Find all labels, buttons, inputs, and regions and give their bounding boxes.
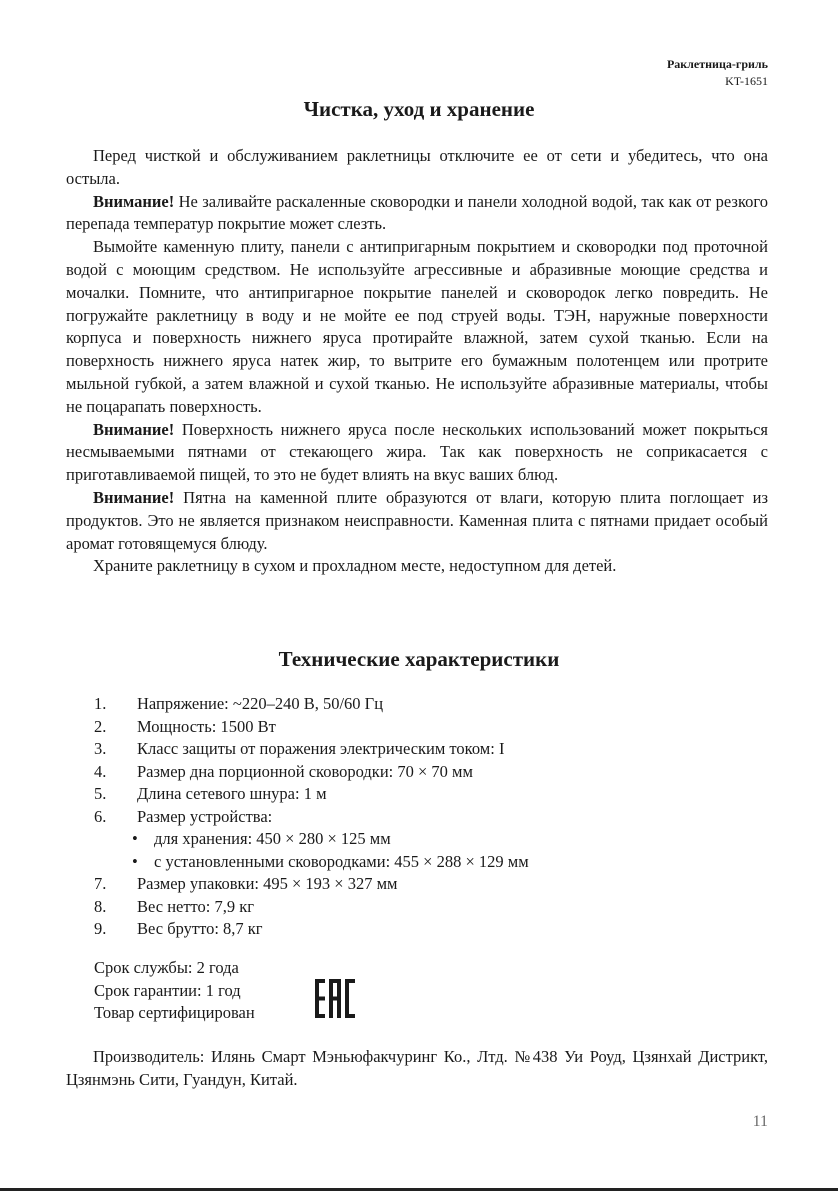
cleaning-paragraph-1: Перед чисткой и обслуживанием раклетницы отключите ее от сети и убедитесь, что она остыла. <box>66 146 768 188</box>
cleaning-paragraph-2: Внимание! Не заливайте раскаленные сковородки и панели холодной водой, так как от резкого перепада температур покрытие может слезть. <box>66 191 768 234</box>
spec-item: 5. Длина сетевого шнура: 1 м <box>94 784 327 803</box>
cleaning-paragraph-4: Внимание! Поверхность нижнего яруса после нескольких использований может покрыться несмываемыми пятнами от стекающего жира. Так как поверхность не соприкасается с приготавливаемой пищей, то это не будет влиять на вкус ваших блюд. <box>66 419 768 485</box>
spec-sub-item: • с установленными сковородками: 455 × 288 × 129 мм <box>132 851 774 874</box>
spec-item: 9. Вес брутто: 8,7 кг <box>94 919 263 938</box>
warning-label: Внимание! <box>93 191 175 211</box>
spec-item: 8. Вес нетто: 7,9 кг <box>94 896 255 916</box>
header-model: KT-1651 <box>725 74 768 88</box>
spec-item: 2. Мощность: 1500 Вт <box>94 716 276 736</box>
cleaning-section-title: Чистка, уход и хранение <box>303 97 535 121</box>
manufacturer-text: Производитель: Илянь Смарт Мэньюфакчуринг Ко., Лтд. №438 Уи Роуд, Цзянхай Дистрикт, Цзянмэнь Сити, Гуандун, Китай. <box>66 1047 768 1089</box>
eac-logo-icon <box>315 979 355 1018</box>
manufacturer-info <box>66 1046 768 1092</box>
spec-sub-list <box>94 828 774 873</box>
spec-sub-item: • для хранения: 450 × 280 × 125 мм <box>132 828 774 851</box>
cleaning-paragraph-6: Храните раклетницу в сухом и прохладном месте, недоступном для детей. <box>93 556 617 576</box>
warning-label: Внимание! <box>93 487 175 507</box>
warning-label: Внимание! <box>93 419 175 439</box>
certification-note: Товар сертифицирован <box>94 1003 255 1022</box>
cleaning-section-body <box>66 145 768 578</box>
cleaning-paragraph-3: Вымойте каменную плиту, панели с антипригарным покрытием и сковородки под проточной водой с моющим средством. Не используйте агрессивные и абразивные моющие средства и мочалки. Помните, что антипригарное покрытие панелей и сковородок легко повредить. Не погружайте раклетницу в воду и не мойте ее под струей воды. ТЭН, наружные поверхности корпуса и поверхность нижнего яруса протирайте влажной, затем сухой тканью. Если на поверхность нижнего яруса натек жир, то вытрите его бумажным полотенцем или протрите мыльной губкой, а затем влажной и сухой тканью. Не используйте абразивные материалы, чтобы не поцарапать поверхность. <box>66 237 768 416</box>
service-life: Срок службы: 2 года <box>94 958 239 977</box>
cleaning-paragraph-5: Внимание! Пятна на каменной плите образуются от влаги, которую плита поглощает из продуктов. Это не является признаком неисправности. Каменная плита с пятнами придает особый аромат готовящемуся блюду. <box>66 487 768 553</box>
spec-item: 1. Напряжение: ~220–240 В, 50/60 Гц <box>94 694 384 713</box>
lifetime-block <box>94 957 255 1025</box>
specs-list <box>94 693 774 941</box>
running-header <box>667 56 768 90</box>
spec-item: 3. Класс защиты от поражения электрическим током: I <box>94 739 505 758</box>
spec-item: 4. Размер дна порционной сковородки: 70 × 70 мм <box>94 761 473 781</box>
spec-item: 7. Размер упаковки: 495 × 193 × 327 мм <box>94 874 398 893</box>
specs-section-title: Технические характеристики <box>278 647 560 671</box>
bullet-icon: • <box>132 851 138 871</box>
header-product: Раклетница-гриль <box>666 57 768 71</box>
bullet-icon: • <box>132 829 138 848</box>
warranty-period: Срок гарантии: 1 год <box>94 980 241 1000</box>
page-number: 11 <box>752 1113 768 1130</box>
spec-item: 6. Размер устройства: <box>94 806 273 826</box>
